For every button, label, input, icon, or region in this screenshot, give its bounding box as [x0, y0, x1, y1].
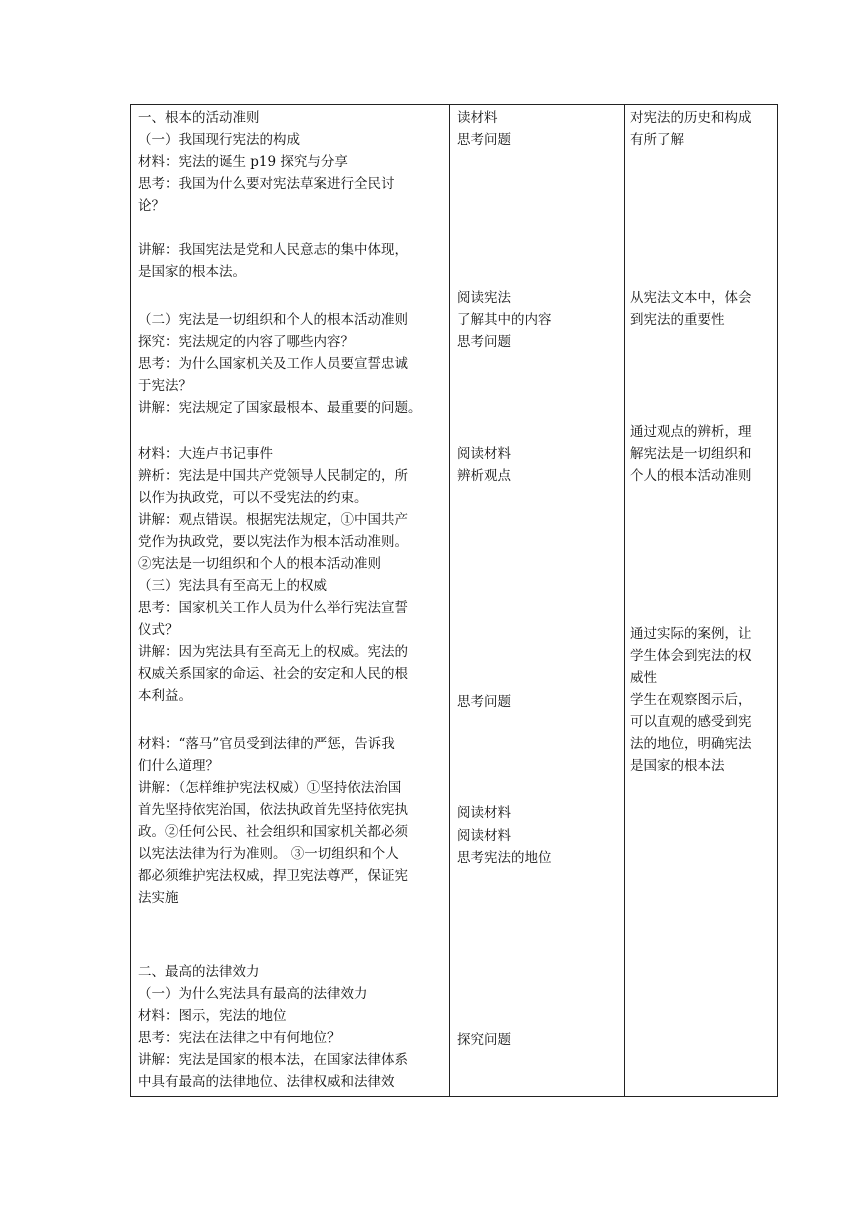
text-line: 是国家的根本法。: [138, 264, 246, 280]
text-line: 思考：为什么国家机关及工作人员要宣誓忠诚: [138, 356, 408, 372]
teaching-content-column: [138, 105, 450, 1096]
text-line: ②宪法是一切组织和个人的根本活动准则: [138, 556, 381, 572]
text-line: 中具有最高的法律地位、法律权威和法律效: [138, 1074, 395, 1090]
subsection-heading: （二）宪法是一切组织和个人的根本活动准则: [138, 312, 408, 328]
lesson-plan-table: [130, 104, 778, 1097]
activity-line: 辨析观点: [457, 468, 511, 484]
intent-line: 到宪法的重要性: [630, 312, 725, 328]
text-line: 讲解：我国宪法是党和人民意志的集中体现，: [138, 242, 408, 258]
intent-line: 个人的根本活动准则: [630, 468, 752, 484]
text-line: 思考：我国为什么要对宪法草案进行全民讨: [138, 176, 395, 192]
intent-line: 学生体会到宪法的权: [630, 648, 752, 664]
activity-line: 阅读宪法: [457, 290, 511, 306]
text-line: 仪式？: [138, 622, 179, 638]
subsection-heading: （一）我国现行宪法的构成: [138, 132, 300, 148]
activity-line: 探究问题: [457, 1032, 511, 1048]
section-heading: 一、根本的活动准则: [138, 110, 260, 126]
activity-line: 思考问题: [457, 694, 511, 710]
activity-line: 读材料: [457, 110, 498, 126]
intent-line: 是国家的根本法: [630, 758, 725, 774]
intent-line: 有所了解: [630, 132, 684, 148]
subsection-heading: （三）宪法具有至高无上的权威: [138, 578, 327, 594]
text-line: 以宪法法律为行为准则。 ③一切组织和个人: [138, 846, 399, 862]
text-line: 首先坚持依宪治国，依法执政首先坚持依宪执: [138, 802, 408, 818]
intent-line: 通过实际的案例，让: [630, 626, 752, 642]
subsection-heading: （一）为什么宪法具有最高的法律效力: [138, 986, 368, 1002]
text-line: 思考：宪法在法律之中有何地位？: [138, 1030, 341, 1046]
activity-line: 思考宪法的地位: [457, 850, 552, 866]
text-line: 政。②任何公民、社会组织和国家机关都必须: [138, 824, 408, 840]
intent-line: 学生在观察图示后，: [630, 692, 752, 708]
text-line: 讲解：（怎样维护宪法权威）①坚持依法治国: [138, 780, 402, 796]
text-line: 讲解：因为宪法具有至高无上的权威。宪法的: [138, 644, 408, 660]
activity-line: 思考问题: [457, 334, 511, 350]
text-line: 本利益。: [138, 688, 192, 704]
text-line: 法实施: [138, 890, 179, 906]
text-line: 于宪法？: [138, 378, 192, 394]
student-activity-column: [457, 105, 617, 1096]
text-line: 材料：“落马”官员受到法律的严惩，告诉我: [138, 736, 395, 752]
text-line: 讲解：观点错误。根据宪法规定，①中国共产: [138, 512, 408, 528]
text-line: 讲解：宪法是国家的根本法，在国家法律体系: [138, 1052, 408, 1068]
activity-line: 阅读材料: [457, 805, 511, 821]
text-line: 论？: [138, 198, 165, 214]
intent-line: 从宪法文本中，体会: [630, 290, 752, 306]
text-line: 党作为执政党，要以宪法作为根本活动准则。: [138, 534, 408, 550]
text-line: 们什么道理？: [138, 758, 219, 774]
section-heading: 二、最高的法律效力: [138, 964, 260, 980]
text-line: 材料：宪法的诞生 p19 探究与分享: [138, 154, 348, 170]
text-line: 材料：图示，宪法的地位: [138, 1008, 287, 1024]
text-line: 权威关系国家的命运、社会的安定和人民的根: [138, 666, 408, 682]
intent-line: 可以直观的感受到宪: [630, 714, 752, 730]
text-line: 探究：宪法规定的内容了哪些内容？: [138, 334, 354, 350]
text-line: 思考：国家机关工作人员为什么举行宪法宣誓: [138, 600, 408, 616]
activity-line: 阅读材料: [457, 828, 511, 844]
intent-line: 通过观点的辨析，理: [630, 424, 752, 440]
intent-line: 对宪法的历史和构成: [630, 110, 752, 126]
activity-line: 阅读材料: [457, 446, 511, 462]
text-line: 以作为执政党，可以不受宪法的约束。: [138, 490, 368, 506]
intent-line: 解宪法是一切组织和: [630, 446, 752, 462]
text-line: 辨析：宪法是中国共产党领导人民制定的，所: [138, 468, 408, 484]
text-line: 都必须维护宪法权威，捍卫宪法尊严，保证宪: [138, 868, 408, 884]
text-line: 材料：大连卢书记事件: [138, 446, 273, 462]
intent-line: 法的地位，明确宪法: [630, 736, 752, 752]
column-divider: [624, 105, 625, 1096]
intent-line: 威性: [630, 670, 657, 686]
activity-line: 思考问题: [457, 132, 511, 148]
activity-line: 了解其中的内容: [457, 312, 552, 328]
text-line: 讲解：宪法规定了国家最根本、最重要的问题。: [138, 400, 422, 416]
design-intent-column: [630, 105, 770, 1096]
